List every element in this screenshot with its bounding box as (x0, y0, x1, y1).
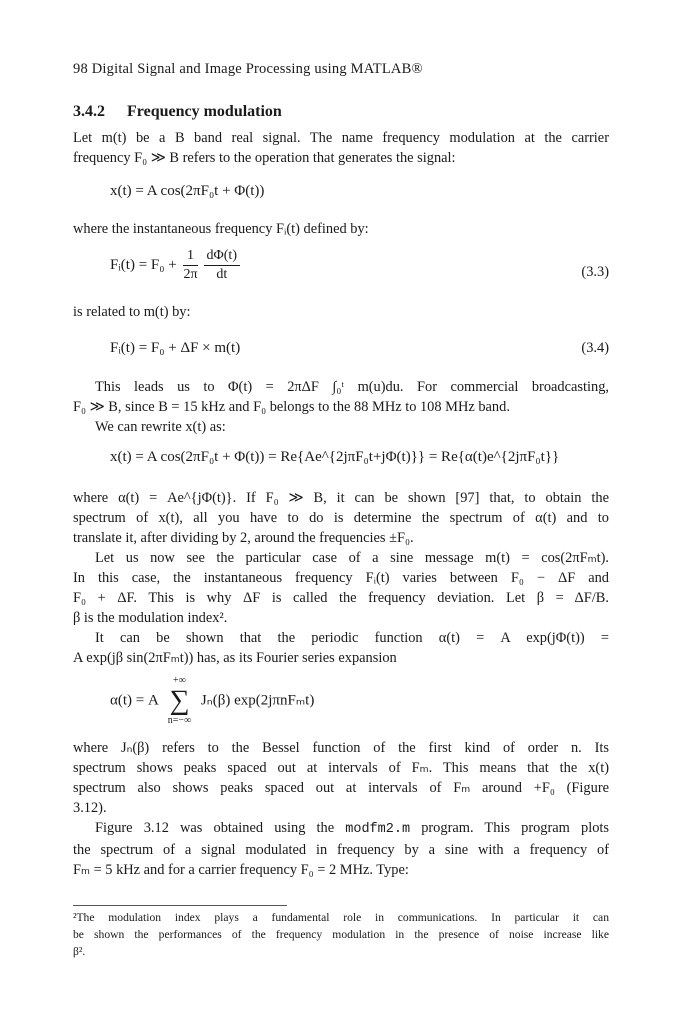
section-title: Frequency modulation (127, 103, 282, 120)
paragraph-broadcasting (73, 377, 609, 437)
text-line: Let us now see the particular case of a sine message m(t) = cos(2πFₘt). (95, 550, 609, 566)
text-line: the spectrum of a signal modulated in frequency by a sine with a frequency of (73, 842, 609, 858)
text-line: Fₘ = 5 kHz and for a carrier frequency F₀ = 2 MHz. Type: (73, 862, 409, 878)
text-line: F₀ ≫ B, since B = 15 kHz and F₀ belongs to the 88 MHz to 108 MHz band. (73, 399, 510, 415)
text-fragment: program. This program plots (410, 820, 609, 836)
equation-3-3 (110, 248, 243, 283)
equation-rhs: Jₙ(β) exp(2jπnFₘt) (200, 692, 315, 709)
equation-number: (3.3) (581, 264, 609, 280)
equation-lhs: Fᵢ(t) = F₀ + (110, 256, 177, 273)
text-line: spectrum also shows peaks spaced out at intervals of Fₘ around +F₀ (Figure (73, 780, 609, 796)
text-line: frequency F₀ ≫ B refers to the operation that generates the signal: (73, 150, 456, 166)
text-line: This leads us to Φ(t) = 2πΔF ∫₀ᵗ m(u)du. For commercial broadcasting, (95, 379, 609, 395)
equation-fourier-series (110, 676, 314, 726)
fraction-one-over-2pi (183, 248, 197, 283)
text-line: where α(t) = Ae^{jΦ(t)}. If F₀ ≫ B, it can be shown [97] that, to obtain the (73, 490, 609, 506)
text-line: Let m(t) be a B band real signal. The name frequency modulation at the carrier (73, 130, 609, 146)
equation-fm-signal: x(t) = A cos(2πF₀t + Φ(t)) (110, 183, 265, 199)
equation-3-4: Fᵢ(t) = F₀ + ΔF × m(t) (110, 340, 241, 356)
fraction-numerator: dΦ(t) (204, 248, 240, 266)
equation-rewrite: x(t) = A cos(2πF₀t + Φ(t)) = Re{Ae^{2jπF₀t+jΦ(t)}} = Re{α(t)e^{2jπF₀t}} (110, 449, 560, 465)
sigma-glyph: ∑ (169, 685, 190, 716)
text-line: We can rewrite x(t) as: (95, 419, 226, 435)
text-line: β is the modulation index². (73, 610, 228, 626)
paragraph-fourier (73, 628, 609, 668)
fraction-denominator: 2π (183, 267, 198, 282)
footnote (73, 909, 609, 960)
paragraph-bessel (73, 738, 609, 818)
text-line: In this case, the instantaneous frequency Fᵢ(t) varies between F₀ − ΔF and (73, 570, 609, 586)
text-line (73, 818, 609, 840)
text-line: It can be shown that the periodic function α(t) = A exp(jΦ(t)) = (95, 630, 609, 646)
text-line: spectrum of x(t), all you have to do is determine the spectrum of α(t) and to (73, 510, 609, 526)
footnote-line: be shown the performances of the frequency modulation in the presence of noise increase like (73, 928, 609, 941)
summation-upper-limit: +∞ (173, 675, 186, 686)
text-line: A exp(jβ sin(2πFₘt)) has, as its Fourier series expansion (73, 650, 397, 666)
footnote-rule (73, 905, 287, 906)
equation-number: (3.4) (581, 340, 609, 356)
paragraph-program (73, 818, 609, 880)
equation-lhs: α(t) = A (110, 692, 158, 709)
summation-symbol (168, 676, 191, 726)
summation-lower-limit: n=−∞ (167, 715, 192, 726)
text-line: F₀ + ΔF. This is why ΔF is called the frequency deviation. Let β = ΔF/B. (73, 590, 609, 606)
text-line: where Jₙ(β) refers to the Bessel function of the first kind of order n. Its (73, 740, 609, 756)
fraction-denominator: dt (216, 267, 228, 282)
program-name: modfm2.m (345, 822, 411, 837)
fraction-dphi-dt (204, 248, 240, 283)
paragraph-intro (73, 128, 609, 168)
fraction-numerator: 1 (183, 248, 197, 266)
page-header (73, 61, 423, 78)
text-line: spectrum shows peaks spaced out at intervals of Fₘ. This means that the x(t) (73, 760, 609, 776)
paragraph-spectrum (73, 488, 609, 628)
text-line: 3.12). (73, 800, 107, 816)
paragraph-instantaneous-frequency (73, 219, 609, 239)
book-title: Digital Signal and Image Processing using MATLAB® (91, 61, 423, 77)
text-fragment: Figure 3.12 was obtained using the (95, 820, 346, 836)
text-line: where the instantaneous frequency Fᵢ(t) defined by: (73, 221, 369, 237)
paragraph-related (73, 302, 609, 322)
footnote-line: ²The modulation index plays a fundamental role in communications. In particular it can (73, 911, 609, 924)
section-number: 3.4.2 (73, 103, 105, 120)
text-line: translate it, after dividing by 2, around the frequencies ±F₀. (73, 530, 414, 546)
section-heading (73, 103, 282, 121)
text-line: is related to m(t) by: (73, 304, 191, 320)
page-number: 98 (73, 61, 88, 77)
footnote-line: β². (73, 945, 86, 958)
